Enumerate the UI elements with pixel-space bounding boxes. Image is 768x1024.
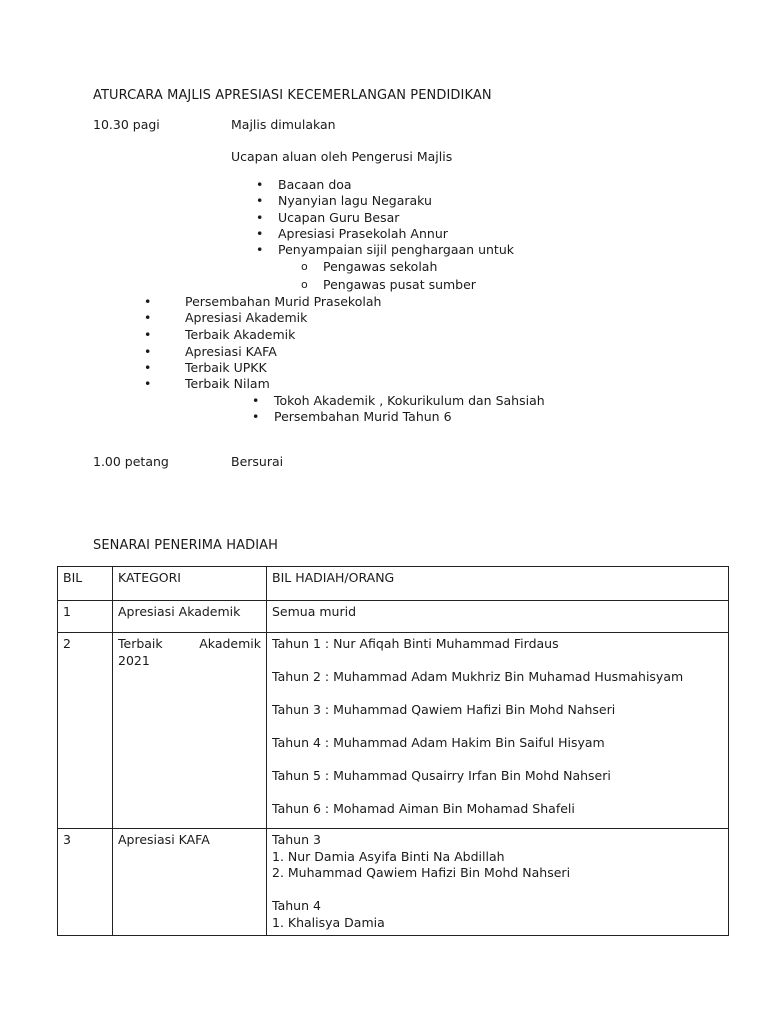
schedule-event: Bersurai <box>231 454 284 469</box>
recipient-line: 1. Khalisya Damia <box>272 914 385 930</box>
recipient-line: Tahun 3 <box>272 832 321 847</box>
bullet-marker: • <box>144 310 152 325</box>
program-item: Terbaik Nilam <box>185 376 270 391</box>
table-row <box>58 601 729 633</box>
document-title: ATURCARA MAJLIS APRESIASI KECEMERLANGAN PENDIDIKAN <box>93 88 492 103</box>
program-item: • Ucapan Guru Besar <box>278 210 399 227</box>
program-item: Apresiasi Akademik <box>185 310 308 325</box>
cell-kategori: Terbaik Akademik 2021 <box>113 633 267 829</box>
cell-recipients <box>267 601 729 633</box>
program-item: • Nyanyian lagu Negaraku <box>278 193 432 210</box>
cell-recipients <box>267 829 729 936</box>
table-row <box>58 633 729 829</box>
header-bil: BIL <box>58 567 113 601</box>
recipient-line: Tahun 5 : Muhammad Qusairry Irfan Bin Mohd Nahseri <box>272 768 611 783</box>
recipient-line: Tahun 4 : Muhammad Adam Hakim Bin Saiful Hisyam <box>272 735 605 750</box>
recipient-line: Tahun 6 : Mohamad Aiman Bin Mohamad Shafeli <box>272 801 575 816</box>
recipient-line: Semua murid <box>272 604 357 619</box>
table-header-row <box>58 567 729 601</box>
cell-bil: 3 <box>58 829 113 936</box>
bullet-marker: • <box>144 294 152 309</box>
program-item: • Persembahan Murid Tahun 6 <box>274 409 452 426</box>
recipient-line: Tahun 3 : Muhammad Qawiem Hafizi Bin Mohd Nahseri <box>272 702 616 717</box>
recipient-line: 1. Nur Damia Asyifa Binti Na Abdillah <box>272 848 505 864</box>
recipient-line: Tahun 2 : Muhammad Adam Mukhriz Bin Muhamad Husmahisyam <box>272 669 684 684</box>
schedule-time: 1.00 petang <box>93 454 169 469</box>
table-row <box>58 829 729 936</box>
cell-bil: 2 <box>58 633 113 829</box>
section-title: SENARAI PENERIMA HADIAH <box>93 538 279 553</box>
program-item: • Bacaan doa <box>278 177 352 194</box>
recipient-line: 2. Muhammad Qawiem Hafizi Bin Mohd Nahseri <box>272 865 571 880</box>
recipient-line: Tahun 1 : Nur Afiqah Binti Muhammad Firdaus <box>272 636 559 651</box>
program-item: Apresiasi KAFA <box>185 344 277 359</box>
program-subitem: o Pengawas pusat sumber <box>323 277 476 294</box>
program-item: • Penyampaian sijil penghargaan untuk <box>278 242 514 259</box>
program-item: • Apresiasi Prasekolah Annur <box>278 226 448 243</box>
recipients-table <box>57 566 729 936</box>
bullet-marker: • <box>144 360 152 375</box>
cell-kategori: Apresiasi KAFA <box>113 829 267 936</box>
program-item: Terbaik UPKK <box>185 360 267 375</box>
cell-recipients <box>267 633 729 829</box>
program-item: Terbaik Akademik <box>185 327 296 342</box>
header-kategori: KATEGORI <box>113 567 267 601</box>
schedule-time: 10.30 pagi <box>93 117 160 132</box>
cell-kategori: Apresiasi Akademik <box>113 601 267 633</box>
bullet-marker: • <box>144 376 152 391</box>
bullet-marker: • <box>144 344 152 359</box>
bullet-marker: • <box>144 327 152 342</box>
program-item: • Tokoh Akademik , Kokurikulum dan Sahsiah <box>274 393 545 410</box>
header-bil-hadiah: BIL HADIAH/ORANG <box>267 567 729 601</box>
recipient-line: Tahun 4 <box>272 898 321 913</box>
welcome-line: Ucapan aluan oleh Pengerusi Majlis <box>231 149 453 164</box>
cell-bil: 1 <box>58 601 113 633</box>
schedule-event: Majlis dimulakan <box>231 117 336 132</box>
program-subitem: o Pengawas sekolah <box>323 259 437 276</box>
program-item: Persembahan Murid Prasekolah <box>185 294 382 309</box>
